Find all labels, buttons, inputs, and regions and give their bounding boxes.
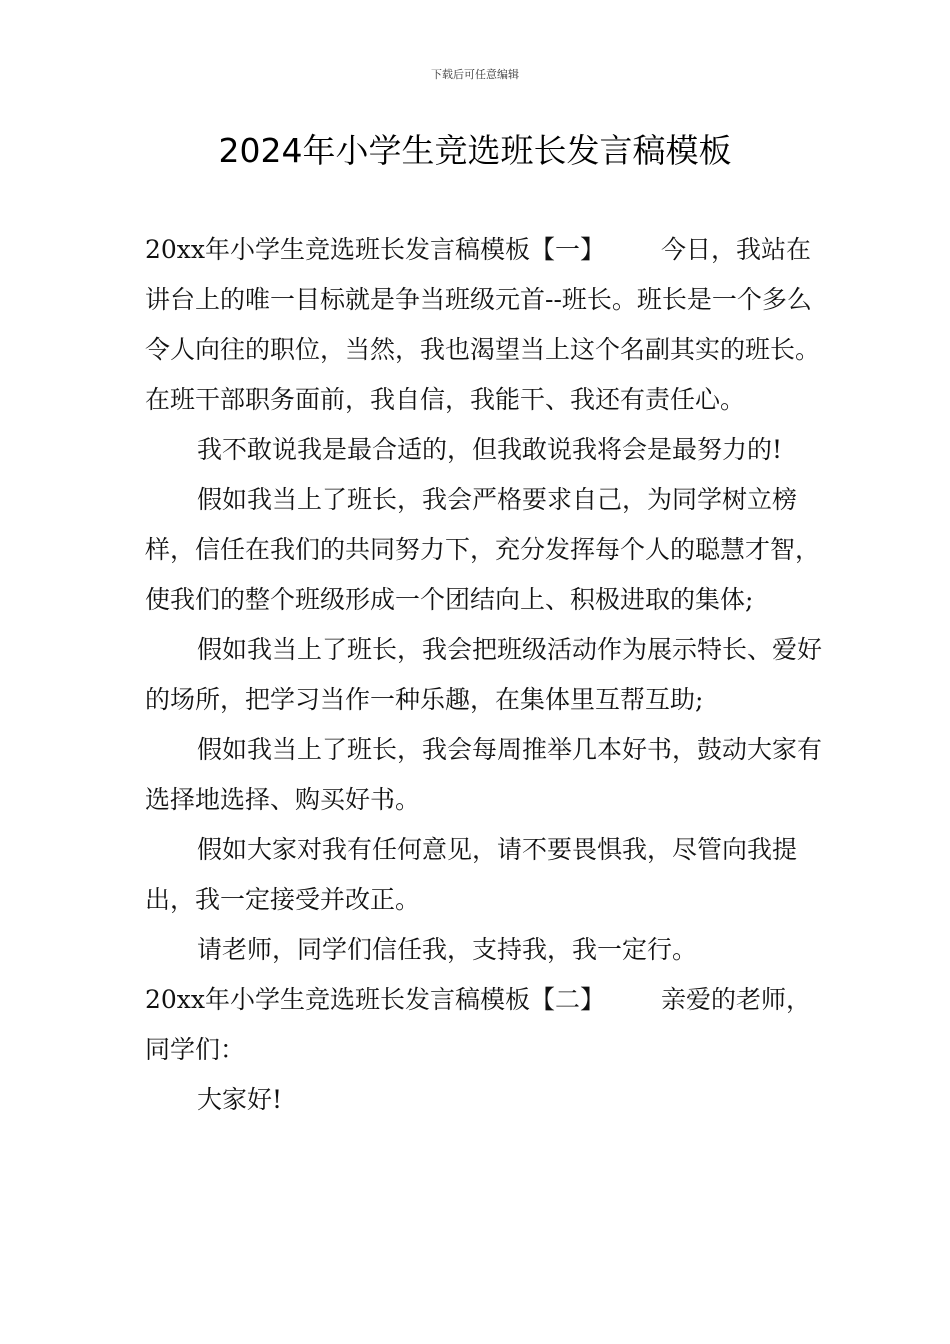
body-paragraph-1: 我不敢说我是最合适的，但我敢说我将会是最努力的! (197, 435, 783, 464)
section-two-opening: 亲爱的老师，同学们： (145, 985, 812, 1064)
body-paragraph-5: 假如大家对我有任何意见，请不要畏惧我，尽管向我提出，我一定接受并改正。 (145, 835, 798, 914)
section-one-heading: 20xx年小学生竞选班长发言稿模板【一】 (145, 235, 606, 264)
section-two-heading: 20xx年小学生竞选班长发言稿模板【二】 (145, 985, 606, 1014)
document-title: 2024年小学生竞选班长发言稿模板 (218, 131, 732, 170)
greeting-paragraph: 大家好! (197, 1085, 283, 1114)
body-paragraph-4: 假如我当上了班长，我会每周推举几本好书，鼓动大家有选择地选择、购买好书。 (145, 735, 823, 814)
body-paragraph-3: 假如我当上了班长，我会把班级活动作为展示特长、爱好的场所，把学习当作一种乐趣，在集体里互帮互助; (145, 635, 823, 714)
section-one-paragraph (145, 225, 825, 425)
header-note: 下载后可任意编辑 (431, 68, 519, 81)
body-paragraph-6: 请老师，同学们信任我，支持我，我一定行。 (197, 935, 698, 964)
body-paragraph-2: 假如我当上了班长，我会严格要求自己，为同学树立榜样，信任在我们的共同努力下，充分发挥每个人的聪慧才智，使我们的整个班级形成一个团结向上、积极进取的集体; (145, 485, 821, 614)
section-two-paragraph (145, 975, 825, 1075)
section-one-opening: 今日，我站在讲台上的唯一目标就是争当班级元首--班长。班长是一个多么令人向往的职位，当然，我也渴望当上这个名副其实的班长。在班干部职务面前，我自信，我能干、我还有责任心。 (145, 235, 821, 414)
document-body (145, 225, 825, 1125)
